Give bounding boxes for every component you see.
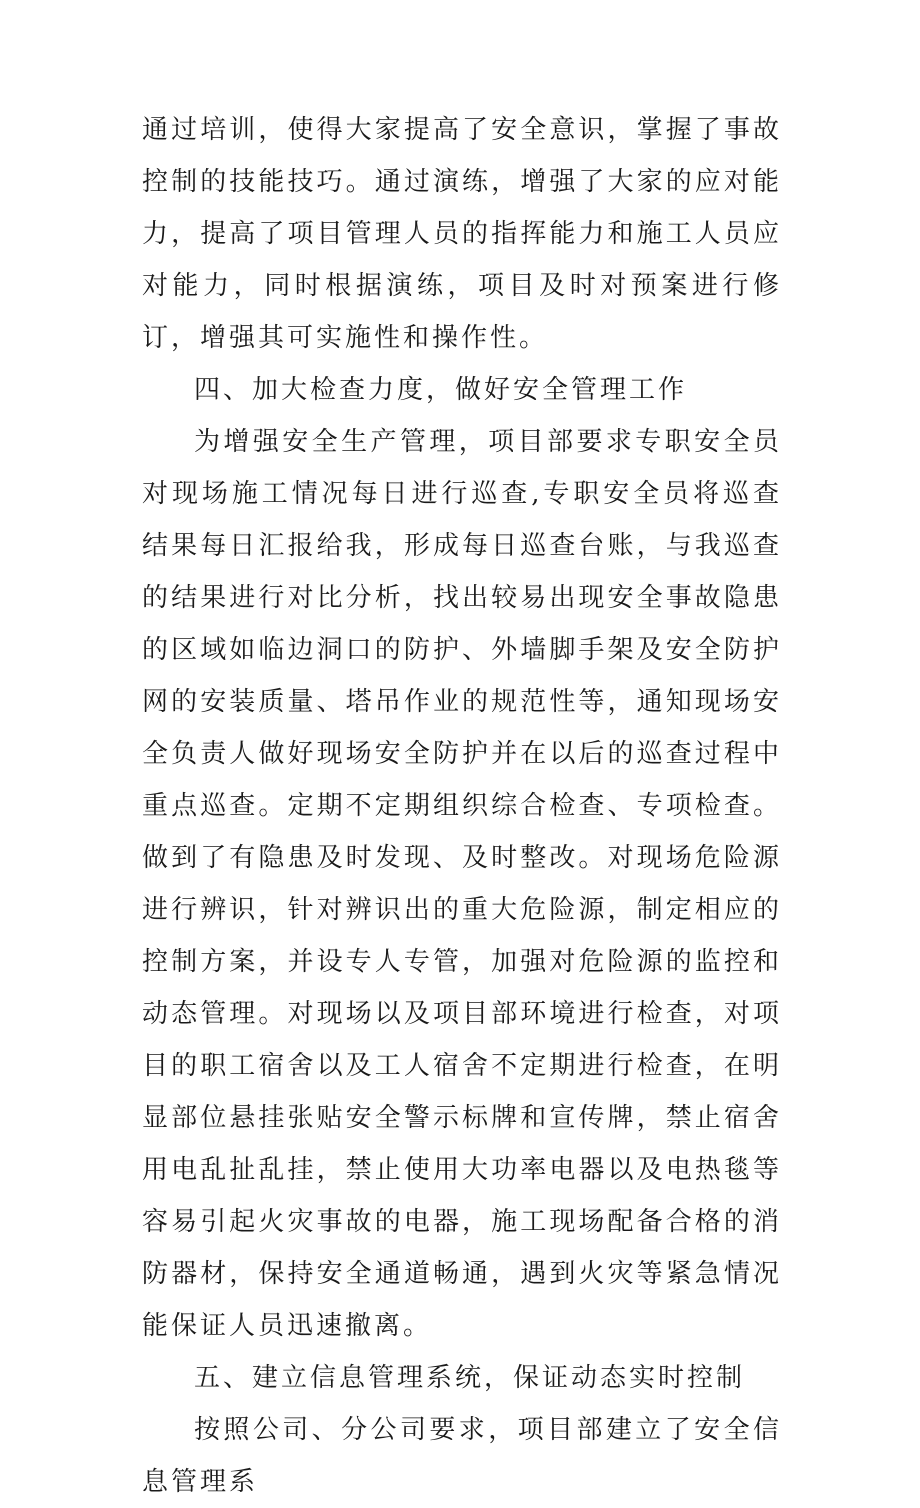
paragraph-training-summary: 通过培训，使得大家提高了安全意识，掌握了事故控制的技能技巧。通过演练，增强了大家的应对能力，提高了项目管理人员的指挥能力和施工人员应对能力，同时根据演练，项目及时对预案进行修订，增强其可实施性和操作性。 xyxy=(142,115,782,353)
paragraph-inspection-details: 为增强安全生产管理，项目部要求专职安全员对现场施工情况每日进行巡查,专职安全员将巡查结果每日汇报给我，形成每日巡查台账，与我巡查的结果进行对比分析，找出较易出现安全事故隐患的区域如临边洞口的防护、外墙脚手架及安全防护网的安装质量、塔吊作业的规范性等，通知现场安全负责人做好现场安全防护并在以后的巡查过程中重点巡查。定期不定期组织综合检查、专项检查。做到了有隐患及时发现、及时整改。对现场危险源进行辨识，针对辨识出的重大危险源，制定相应的控制方案，并设专人专管，加强对危险源的监控和动态管理。对现场以及项目部环境进行检查，对项目的职工宿舍以及工人宿舍不定期进行检查，在明显部位悬挂张贴安全警示标牌和宣传牌，禁止宿舍用电乱扯乱挂，禁止使用大功率电器以及电热毯等容易引起火灾事故的电器，施工现场配备合格的消防器材，保持安全通道畅通，遇到火灾等紧急情况能保证人员迅速撤离。 xyxy=(142,427,782,1341)
section-heading-information-system: 五、建立信息管理系统，保证动态实时控制 xyxy=(194,1363,746,1393)
section-heading-inspection: 四、加大检查力度，做好安全管理工作 xyxy=(194,375,688,405)
document-body xyxy=(142,104,782,1508)
paragraph-information-system: 按照公司、分公司要求，项目部建立了安全信息管理系 xyxy=(142,1415,782,1497)
